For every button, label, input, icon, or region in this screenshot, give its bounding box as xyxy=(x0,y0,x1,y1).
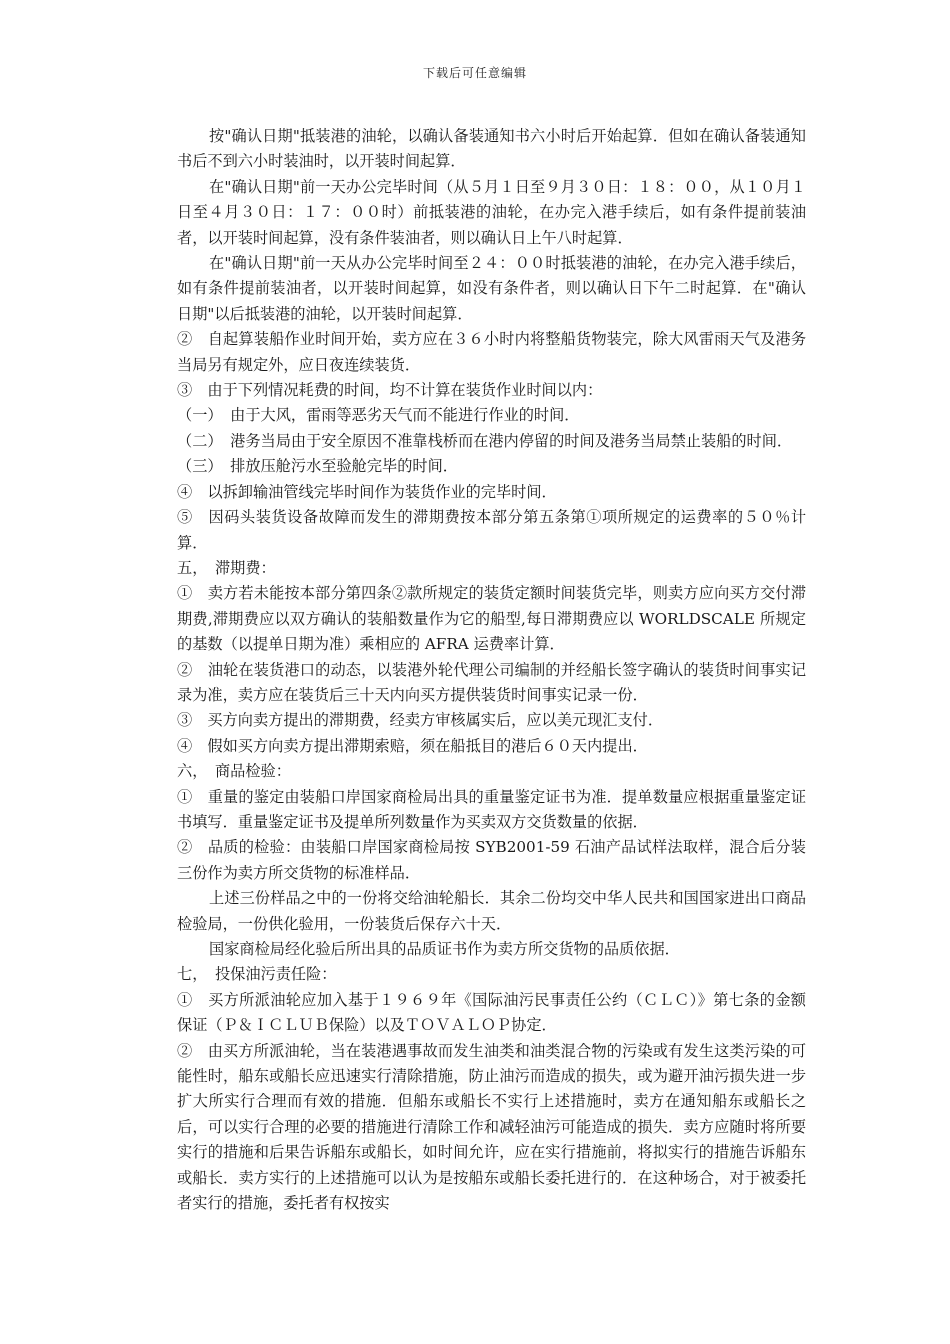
paragraph-p15: ④ 假如买方向卖方提出滞期索赔，须在船抵目的港后６０天内提出． xyxy=(177,736,648,755)
paragraph-p18: ② 品质的检验：由装船口岸国家商检局按 SYB2001-59 石油产品试样法取样，混合后分装三份作为卖方所交货物的标准样品． xyxy=(177,838,806,882)
paragraph-p10: ⑤ 因码头装货设备故障而发生的滞期费按本部分第五条第①项所规定的运费率的５０％计算． xyxy=(177,508,806,552)
paragraph-p03: 在"确认日期"前一天从办公完毕时间至２４：００时抵装港的油轮，在办完入港手续后，如有条件提前装油者，以开装时间起算，如没有条件者，则以确认日下午二时起算．在"确认日期"以后抵装港的油轮，以开装时间起算． xyxy=(177,254,806,323)
section-heading-7: 七， 投保油污责任险： xyxy=(177,965,337,984)
section-heading-5: 五， 滞期费： xyxy=(177,558,276,577)
paragraph-p06: （一） 由于大风，雷雨等恶劣天气而不能进行作业的时间． xyxy=(177,406,580,425)
paragraph-p09: ④ 以拆卸输油管线完毕时间作为装货作业的完毕时间． xyxy=(177,482,557,501)
paragraph-p04: ② 自起算装船作业时间开始，卖方应在３６小时内将整船货物装完，除大风雷雨天气及港务当局另有规定外，应日夜连续装货． xyxy=(177,330,806,374)
paragraph-p05: ③ 由于下列情况耗费的时间，均不计算在装货作业时间以内： xyxy=(177,381,603,400)
paragraph-p08: （三） 排放压舱污水至验舱完毕的时间． xyxy=(177,457,458,476)
paragraph-p01: 按"确认日期"抵装港的油轮，以确认备装通知书六小时后开始起算．但如在确认备装通知书后不到六小时装油时，以开装时间起算． xyxy=(177,127,806,171)
paragraph-p14: ③ 买方向卖方提出的滞期费，经卖方审核属实后，应以美元现汇支付． xyxy=(177,711,663,730)
paragraph-p23: ② 由买方所派油轮，当在装港遇事故而发生油类和油类混合物的污染或有发生这类污染的可能性时，船东或船长应迅速实行清除措施，防止油污而造成的损失，或为避开油污损失进一步扩大所实行合理而有效的措施．但船东或船长不实行上述措施时，卖方在通知船东或船长之后，可以实行合理的必要的措施进行清除工作和减轻油污可能造成的损失．卖方应随时将所要实行的措施和后果告诉船东或船长，如时间允许，应在实行措施前，将拟实行的措施告诉船东或船长．卖方实行的上述措施可以认为是按船东或船长委托进行的．在这种场合，对于被委托者实行的措施，委托者有权按实 xyxy=(177,1041,806,1213)
paragraph-p02: 在"确认日期"前一天办公完毕时间（从５月１日至９月３０日：１８：００，从１０月１日至４月３０日：１７：００时）前抵装港的油轮，在办完入港手续后，如有条件提前装油者，以开装时间起算，没有条件装油者，则以确认日上午八时起算． xyxy=(177,177,806,247)
paragraph-p17: ① 重量的鉴定由装船口岸国家商检局出具的重量鉴定证书为准．提单数量应根据重量鉴定证书填写．重量鉴定证书及提单所列数量作为买卖双方交货数量的依据． xyxy=(177,787,806,831)
paragraph-p07: （二） 港务当局由于安全原因不准靠栈桥而在港内停留的时间及港务当局禁止装船的时间． xyxy=(177,431,793,450)
page-header: 下载后可任意编辑 xyxy=(422,66,527,80)
paragraph-p12: ① 卖方若未能按本部分第四条②款所规定的装货定额时间装货完毕，则卖方应向买方交付滞期费,滞期费应以双方确认的装船数量作为它的船型,每日滞期费应以 WORLDSCALE 所规定的基数（以提单日期为准）乘相应的 AFRA 运费率计算． xyxy=(177,584,806,654)
paragraph-p13: ② 油轮在装货港口的动态，以装港外轮代理公司编制的并经船长签字确认的装货时间事实记录为准，卖方应在装货后三十天内向买方提供装货时间事实记录一份． xyxy=(177,660,806,704)
paragraph-p20: 国家商检局经化验后所出具的品质证书作为卖方所交货物的品质依据． xyxy=(209,940,680,958)
paragraph-p22: ① 买方所派油轮应加入基于１９６９年《国际油污民事责任公约（ＣＬＣ）》第七条的金额保证（Ｐ＆ＩＣＬＵＢ保险）以及ＴＯＶＡＬＯＰ协定． xyxy=(177,990,806,1035)
paragraph-p19: 上述三份样品之中的一份将交给油轮船长．其余二份均交中华人民共和国国家进出口商品检验局，一份供化验用，一份装货后保存六十天． xyxy=(177,889,806,933)
document-body xyxy=(177,124,806,1216)
section-heading-6: 六， 商品检验： xyxy=(177,762,291,781)
